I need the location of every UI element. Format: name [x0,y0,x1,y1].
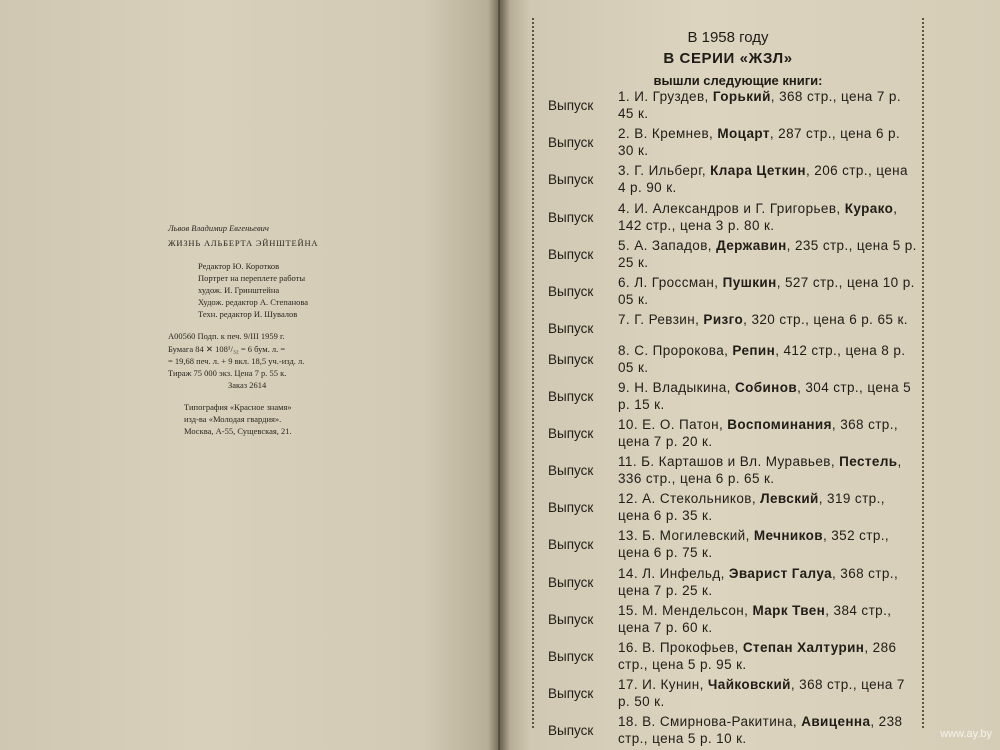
watermark: www.ay.by [940,728,992,740]
entry-book-title: Пушкин [722,274,777,290]
issue-number: 7. [618,312,631,328]
printer-line: изд-ва «Молодая гвардия». [184,413,282,424]
credit-line: худож. И. Гринштейна [198,285,280,296]
issue-number: 15. [618,602,638,618]
issue-number: 17. [618,677,638,693]
publishing-block [168,330,368,390]
issue-number: 10. [618,416,638,432]
entry-details: , 320 стр., цена 6 р. 65 к. [743,312,908,328]
entry-details: , 368 стр., цена 7 р. 25 к. [618,565,899,598]
list-item [548,565,918,599]
list-item [548,274,918,308]
entry-text [618,237,918,271]
credit-line: Худож. редактор А. Степанова [198,297,309,308]
issue-label: Выпуск [548,425,594,441]
entry-text [618,713,918,747]
entry-details: , 142 стр., цена 3 р. 80 к. [618,200,898,233]
issue-label: Выпуск [548,723,594,739]
book-list [548,88,918,750]
issue-label: Выпуск [548,246,594,262]
issue-number: 13. [618,528,638,544]
book-title: ЖИЗНЬ АЛЬБЕРТА ЭЙНШТЕЙНА [168,238,319,249]
entry-text [618,342,918,376]
entry-book-title: Клара Цеткин [710,163,806,179]
issue-number: 14. [618,565,638,581]
issue-number: 16. [618,640,638,656]
entry-text [618,125,918,159]
publishing-line: Бумага 84 ✕ 108¹/₃₂ = 6 бум. л. = [168,343,286,354]
entry-details: , 319 стр., цена 6 р. 35 к. [618,491,885,524]
issue-number: 1. [618,89,631,104]
entry-book-title: Мечников [753,528,823,544]
entry-book-title: Чайковский [707,677,791,693]
book-gutter [488,0,510,750]
list-item [548,88,918,122]
entry-text [618,639,918,673]
printer-block [168,401,368,437]
entry-book-title: Авиценна [801,714,871,730]
entry-details: , 384 стр., цена 7 р. 60 к. [618,602,892,635]
entry-book-title: Репин [732,342,776,358]
entry-book-title: Державин [716,237,787,253]
header-subtitle: вышли следующие книги: [653,73,823,88]
issue-number: 3. [618,163,631,179]
list-item [548,416,918,450]
issue-number: 18. [618,714,638,730]
entry-author: Г. Ревзин, [634,312,704,328]
publishing-line: А00560 Подп. к печ. 9/III 1959 г. [168,331,285,342]
entry-text [618,490,918,524]
entry-author: И. Александров и Г. Григорьев, [634,200,845,216]
printer-line: Типография «Красное знамя» [184,401,292,412]
entry-author: В. Смирнова-Ракитина, [642,714,802,730]
entry-details: , 304 стр., цена 5 р. 15 к. [618,379,912,412]
entry-book-title: Степан Халтурин [742,640,865,656]
entry-details: , 206 стр., цена 4 р. 90 к. [618,163,908,196]
list-item [548,125,918,159]
series-header [532,28,924,92]
issue-label: Выпуск [548,537,594,553]
header-series: В СЕРИИ «ЖЗЛ» [663,50,793,67]
entry-text [618,88,918,122]
entry-author: И. Кунин, [642,677,708,693]
author-name: Львов Владимир Евгеньевич [168,223,269,233]
list-item [548,639,918,673]
list-item [548,676,918,710]
list-item [548,379,918,413]
entry-author: Л. Гроссман, [634,274,723,290]
entry-book-title: Курако [844,200,894,216]
entry-details: , 287 стр., цена 6 р. 30 к. [618,126,901,159]
list-item [548,453,918,487]
entry-author: М. Мендельсон, [642,602,753,618]
issue-label: Выпуск [548,283,594,299]
entry-book-title: Пестель [839,454,898,470]
issue-label: Выпуск [548,611,594,627]
printer-line: Москва, А-55, Сущевская, 21. [184,425,292,436]
entry-text [618,453,918,487]
credit-line: Редактор Ю. Коротков [198,261,280,272]
publishing-line: Тираж 75 000 экз. Цена 7 р. 55 к. [168,367,287,378]
issue-number: 6. [618,274,631,290]
issue-label: Выпуск [548,649,594,665]
issue-label: Выпуск [548,98,594,113]
list-item [548,527,918,561]
entry-book-title: Эварист Галуа [728,565,832,581]
entry-text [618,565,918,599]
entry-book-title: Моцарт [717,126,770,142]
issue-label: Выпуск [548,500,594,516]
entry-author: Г. Ильберг, [634,163,711,179]
publishing-line: Заказ 2614 [228,379,267,390]
entry-book-title: Левский [760,491,819,507]
entry-author: Н. Владыкина, [634,379,735,395]
list-item [548,490,918,524]
imprint-block [168,222,368,447]
entry-details: , 235 стр., цена 5 р. 25 к. [618,237,917,270]
publishing-line: = 19,68 печ. л. + 9 вкл. 18,5 уч.-изд. л. [168,355,305,366]
entry-text [618,416,918,450]
credits-block [168,260,368,320]
credit-line: Техн. редактор И. Шувалов [198,309,298,320]
entry-author: Б. Могилевский, [642,528,754,544]
list-item [548,602,918,636]
issue-number: 9. [618,379,631,395]
entry-details: , 368 стр., цена 7 р. 45 к. [618,89,901,121]
issue-label: Выпуск [548,574,594,590]
issue-label: Выпуск [548,686,594,702]
entry-book-title: Горький [712,89,771,104]
entry-details: , 352 стр., цена 6 р. 75 к. [618,528,890,561]
entry-author: И. Груздев, [634,89,713,104]
list-item [548,311,918,338]
issue-label: Выпуск [548,463,594,479]
entry-text [618,676,918,710]
issue-number: 2. [618,126,631,142]
issue-label: Выпуск [548,209,594,225]
issue-label: Выпуск [548,351,594,367]
credit-line: Портрет на переплете работы [198,273,306,284]
issue-number: 5. [618,237,631,253]
issue-label: Выпуск [548,135,594,151]
entry-text [618,274,918,308]
list-item [548,713,918,747]
entry-author: В. Прокофьев, [642,640,743,656]
issue-label: Выпуск [548,321,594,337]
issue-label: Выпуск [548,388,594,404]
entry-details: , 286 стр., цена 5 р. 95 к. [618,640,897,673]
entry-book-title: Воспоминания [727,416,832,432]
list-item [548,162,918,196]
issue-number: 12. [618,491,638,507]
entry-author: Е. О. Патон, [642,416,728,432]
entry-details: , 336 стр., цена 6 р. 65 к. [618,454,902,487]
entry-author: С. Пророкова, [634,342,733,358]
header-year: В 1958 году [687,29,769,46]
entry-text [618,311,918,338]
entry-author: Б. Карташов и Вл. Муравьев, [641,454,840,470]
entry-details: , 412 стр., цена 8 р. 05 к. [618,342,906,375]
entry-book-title: Ризго [703,312,744,328]
entry-book-title: Марк Твен [752,602,826,618]
entry-details: , 527 стр., цена 10 р. 05 к. [618,274,915,307]
entry-text [618,200,918,234]
entry-author: В. Кремнев, [634,126,718,142]
issue-number: 11. [618,454,637,470]
entry-author: А. Стекольников, [642,491,761,507]
list-item [548,342,918,376]
list-item [548,200,918,234]
entry-author: Л. Инфельд, [642,565,729,581]
entry-book-title: Собинов [734,379,798,395]
entry-text [618,379,918,413]
entry-details: , 368 стр., цена 7 р. 20 к. [618,416,899,449]
entry-author: А. Западов, [634,237,717,253]
entry-details: , 238 стр., цена 5 р. 10 к. [618,714,903,747]
issue-label: Выпуск [548,172,594,188]
list-item [548,237,918,271]
entry-text [618,527,918,561]
entry-details: , 368 стр., цена 7 р. 50 к. [618,677,905,710]
issue-number: 8. [618,342,631,358]
entry-text [618,602,918,636]
issue-number: 4. [618,200,631,216]
entry-text [618,162,918,196]
